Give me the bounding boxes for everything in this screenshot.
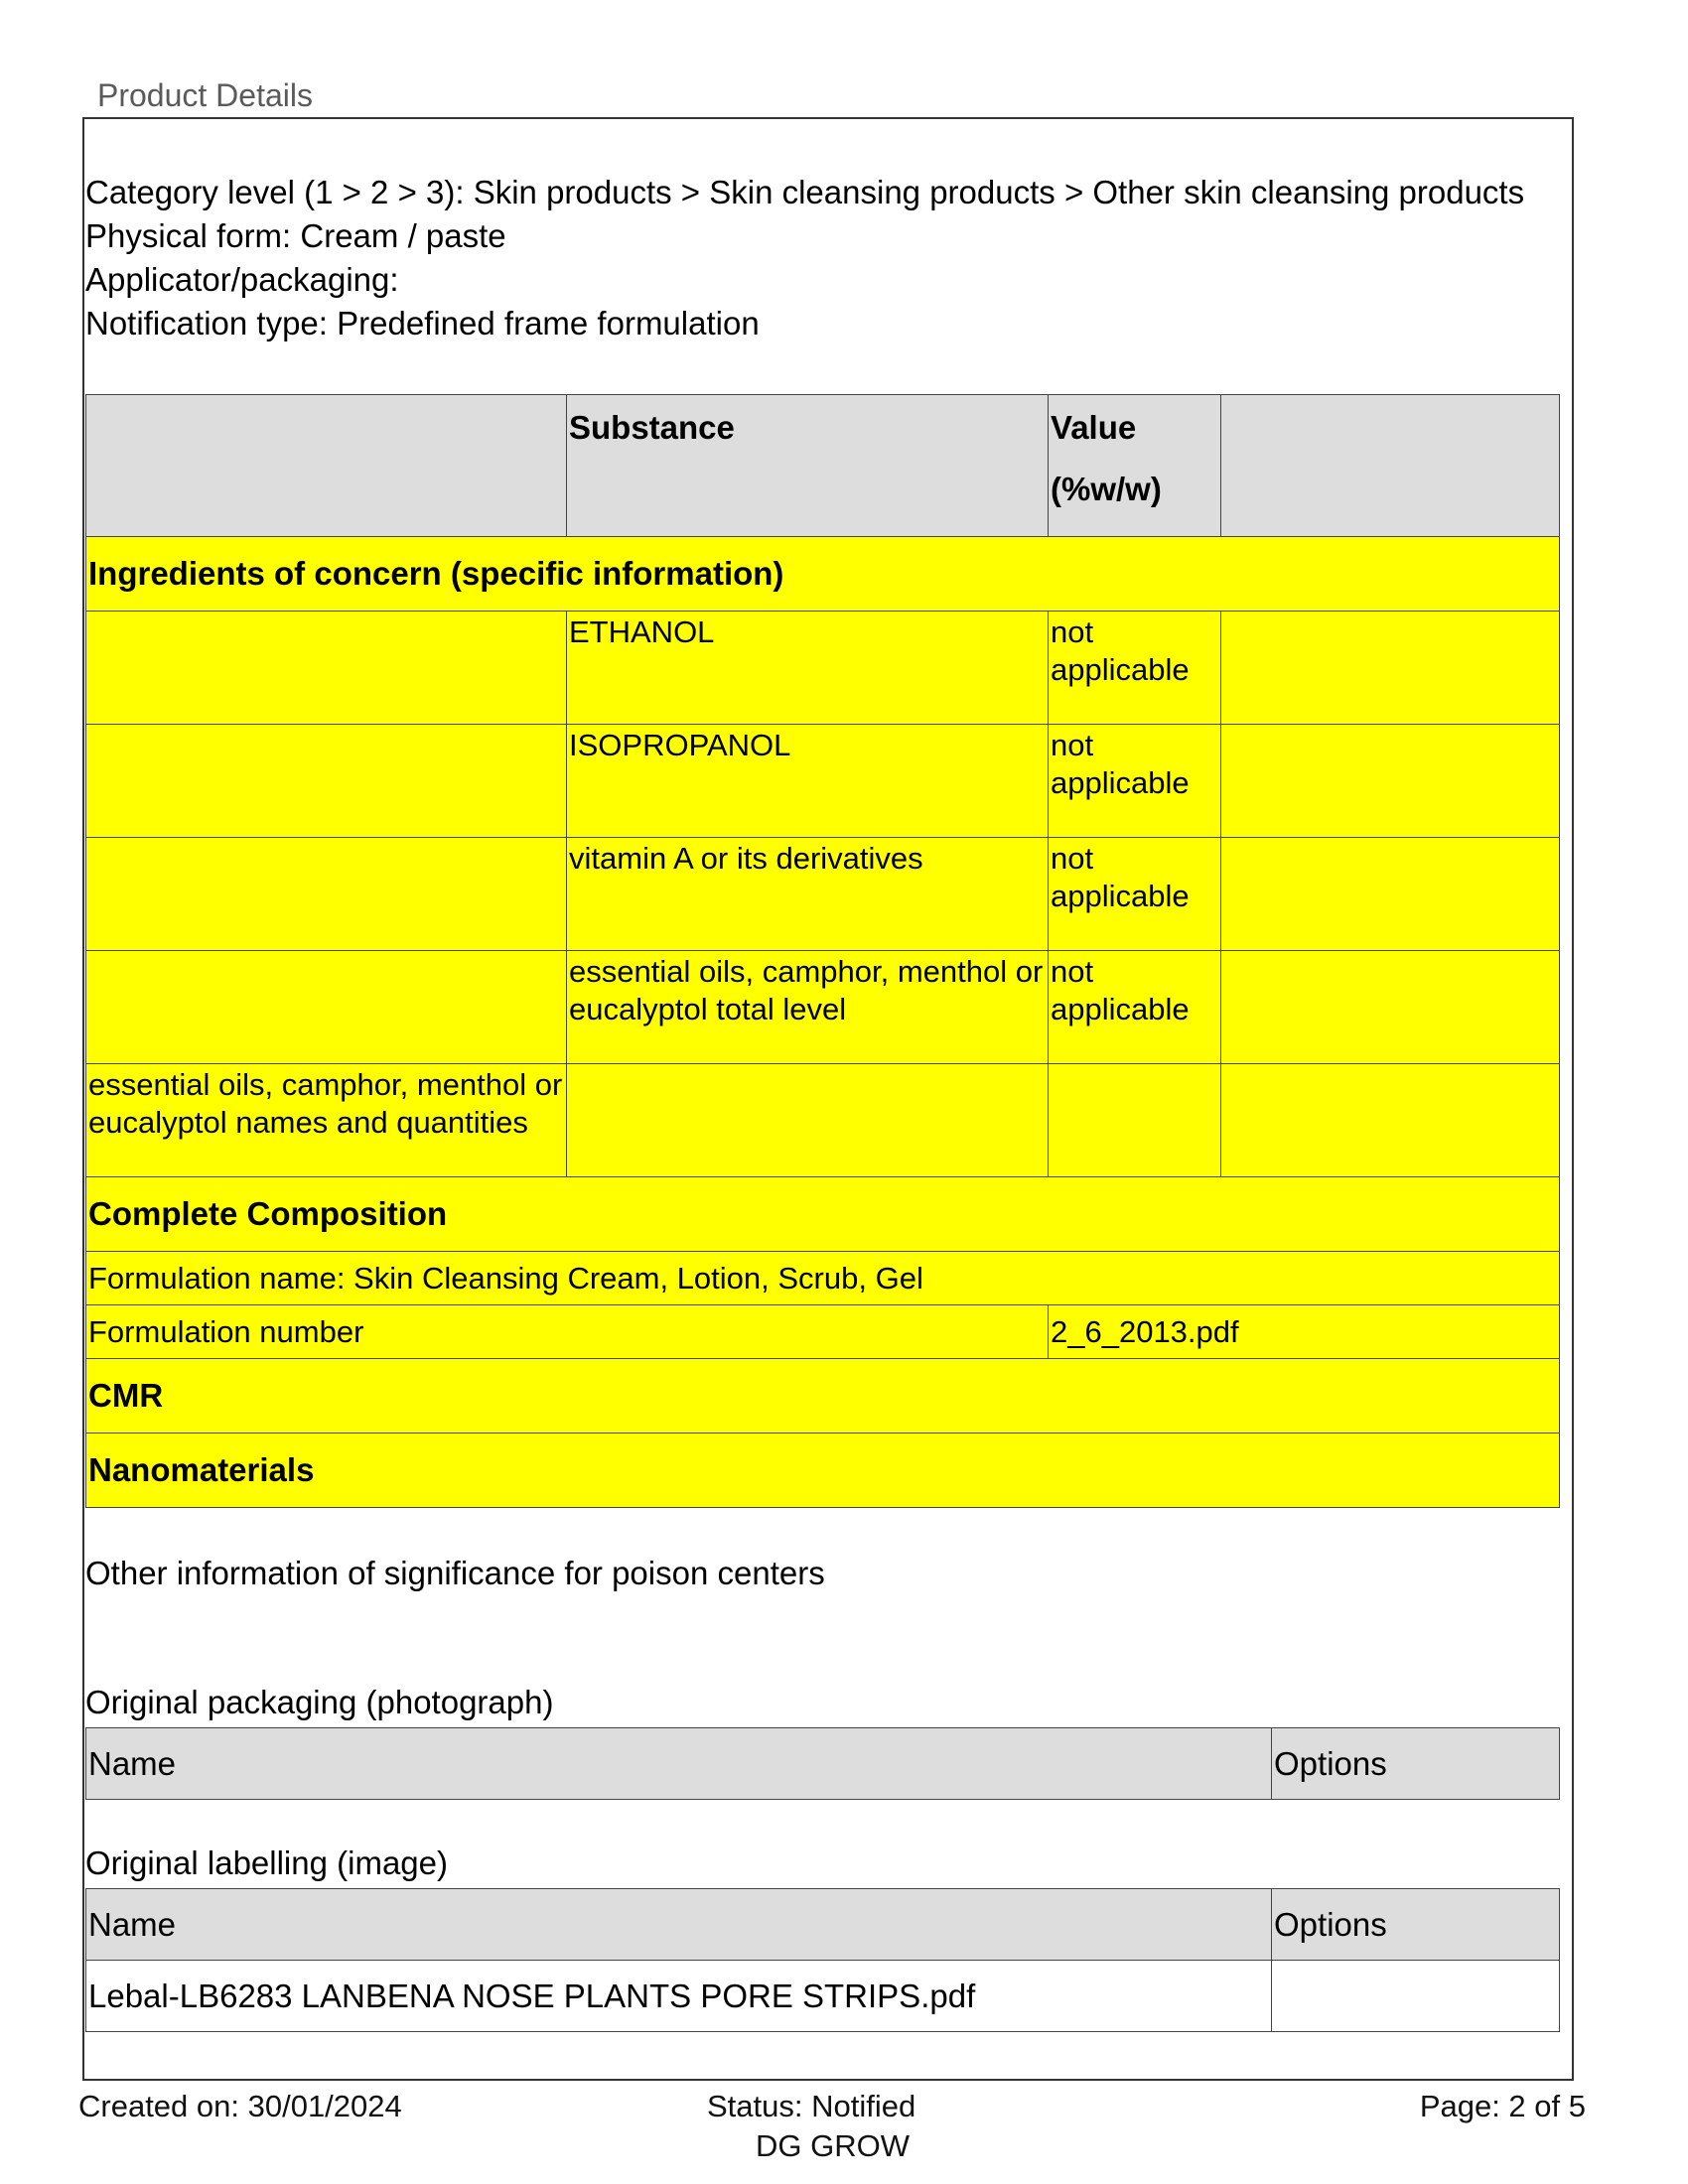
packaging-header-row bbox=[86, 1728, 1560, 1800]
page-number: Page: 2 of 5 bbox=[1419, 2089, 1586, 2123]
labelling-header-row bbox=[86, 1889, 1560, 1961]
cmr-row bbox=[86, 1359, 1560, 1433]
row-empty-cell bbox=[1221, 725, 1560, 838]
table-row bbox=[86, 1064, 1560, 1177]
row-value: not applicable bbox=[1049, 838, 1221, 951]
row-value bbox=[1049, 1064, 1221, 1177]
complete-composition-title: Complete Composition bbox=[86, 1177, 1560, 1252]
header-value-line1: Value bbox=[1051, 409, 1137, 446]
row-substance bbox=[567, 1064, 1049, 1177]
row-first-cell: essential oils, camphor, menthol or eucalyptol names and quantities bbox=[86, 1064, 567, 1177]
notification-type-line: Notification type: Predefined frame formulation bbox=[85, 305, 760, 341]
header-empty-cell bbox=[1221, 395, 1560, 537]
labelling-col-options: Options bbox=[1272, 1889, 1560, 1961]
row-substance: essential oils, camphor, menthol or eucalyptol total level bbox=[567, 951, 1049, 1064]
composition-table bbox=[85, 394, 1560, 1508]
status-text: Status: Notified bbox=[707, 2089, 916, 2123]
table-row bbox=[86, 612, 1560, 725]
header-value-line2: (%w/w) bbox=[1051, 471, 1162, 507]
other-info-heading: Other information of significance for poison centers bbox=[85, 1555, 825, 1591]
row-value: not applicable bbox=[1049, 725, 1221, 838]
org-name: DG GROW bbox=[756, 2128, 910, 2163]
row-empty-cell bbox=[1221, 612, 1560, 725]
row-value: not applicable bbox=[1049, 612, 1221, 725]
header-value bbox=[1049, 395, 1221, 537]
formulation-number-label: Formulation number bbox=[86, 1305, 1049, 1359]
labelling-label: Original labelling (image) bbox=[85, 1844, 448, 1881]
applicator-line: Applicator/packaging: bbox=[85, 261, 399, 298]
formulation-name: Formulation name: Skin Cleansing Cream, Lotion, Scrub, Gel bbox=[86, 1252, 1560, 1305]
table-row bbox=[86, 1961, 1560, 2032]
concern-title-row bbox=[86, 537, 1560, 612]
row-empty-cell bbox=[1221, 1064, 1560, 1177]
labelling-table bbox=[85, 1888, 1560, 2032]
physical-form-line: Physical form: Cream / paste bbox=[85, 217, 506, 254]
category-line: Category level (1 > 2 > 3): Skin products > Skin cleansing products > Other skin cleansing products bbox=[85, 174, 1525, 210]
table-row bbox=[86, 951, 1560, 1064]
complete-composition-row bbox=[86, 1177, 1560, 1252]
row-value: not applicable bbox=[1049, 951, 1221, 1064]
labelling-file-name[interactable]: Lebal-LB6283 LANBENA NOSE PLANTS PORE STRIPS.pdf bbox=[86, 1961, 1272, 2032]
header-empty-cell bbox=[86, 395, 567, 537]
header-substance: Substance bbox=[567, 395, 1049, 537]
packaging-label: Original packaging (photograph) bbox=[85, 1684, 554, 1720]
packaging-col-name: Name bbox=[86, 1728, 1272, 1800]
cmr-title: CMR bbox=[86, 1359, 1560, 1433]
row-empty-cell bbox=[1221, 951, 1560, 1064]
formulation-number-value: 2_6_2013.pdf bbox=[1049, 1305, 1560, 1359]
formulation-number-row bbox=[86, 1305, 1560, 1359]
formulation-name-row bbox=[86, 1252, 1560, 1305]
row-first-cell bbox=[86, 725, 567, 838]
product-info bbox=[85, 171, 1524, 345]
row-first-cell bbox=[86, 612, 567, 725]
created-on: Created on: 30/01/2024 bbox=[78, 2089, 402, 2123]
row-first-cell bbox=[86, 951, 567, 1064]
row-empty-cell bbox=[1221, 838, 1560, 951]
packaging-table bbox=[85, 1727, 1560, 1800]
row-substance: ETHANOL bbox=[567, 612, 1049, 725]
row-substance: ISOPROPANOL bbox=[567, 725, 1049, 838]
table-row bbox=[86, 725, 1560, 838]
nanomaterials-title: Nanomaterials bbox=[86, 1433, 1560, 1508]
row-substance: vitamin A or its derivatives bbox=[567, 838, 1049, 951]
labelling-file-options[interactable] bbox=[1272, 1961, 1560, 2032]
table-header-row bbox=[86, 395, 1560, 537]
nanomaterials-row bbox=[86, 1433, 1560, 1508]
section-title: Product Details bbox=[97, 77, 313, 113]
row-first-cell bbox=[86, 838, 567, 951]
labelling-col-name: Name bbox=[86, 1889, 1272, 1961]
table-row bbox=[86, 838, 1560, 951]
concern-title: Ingredients of concern (specific information) bbox=[86, 537, 1560, 612]
packaging-col-options: Options bbox=[1272, 1728, 1560, 1800]
